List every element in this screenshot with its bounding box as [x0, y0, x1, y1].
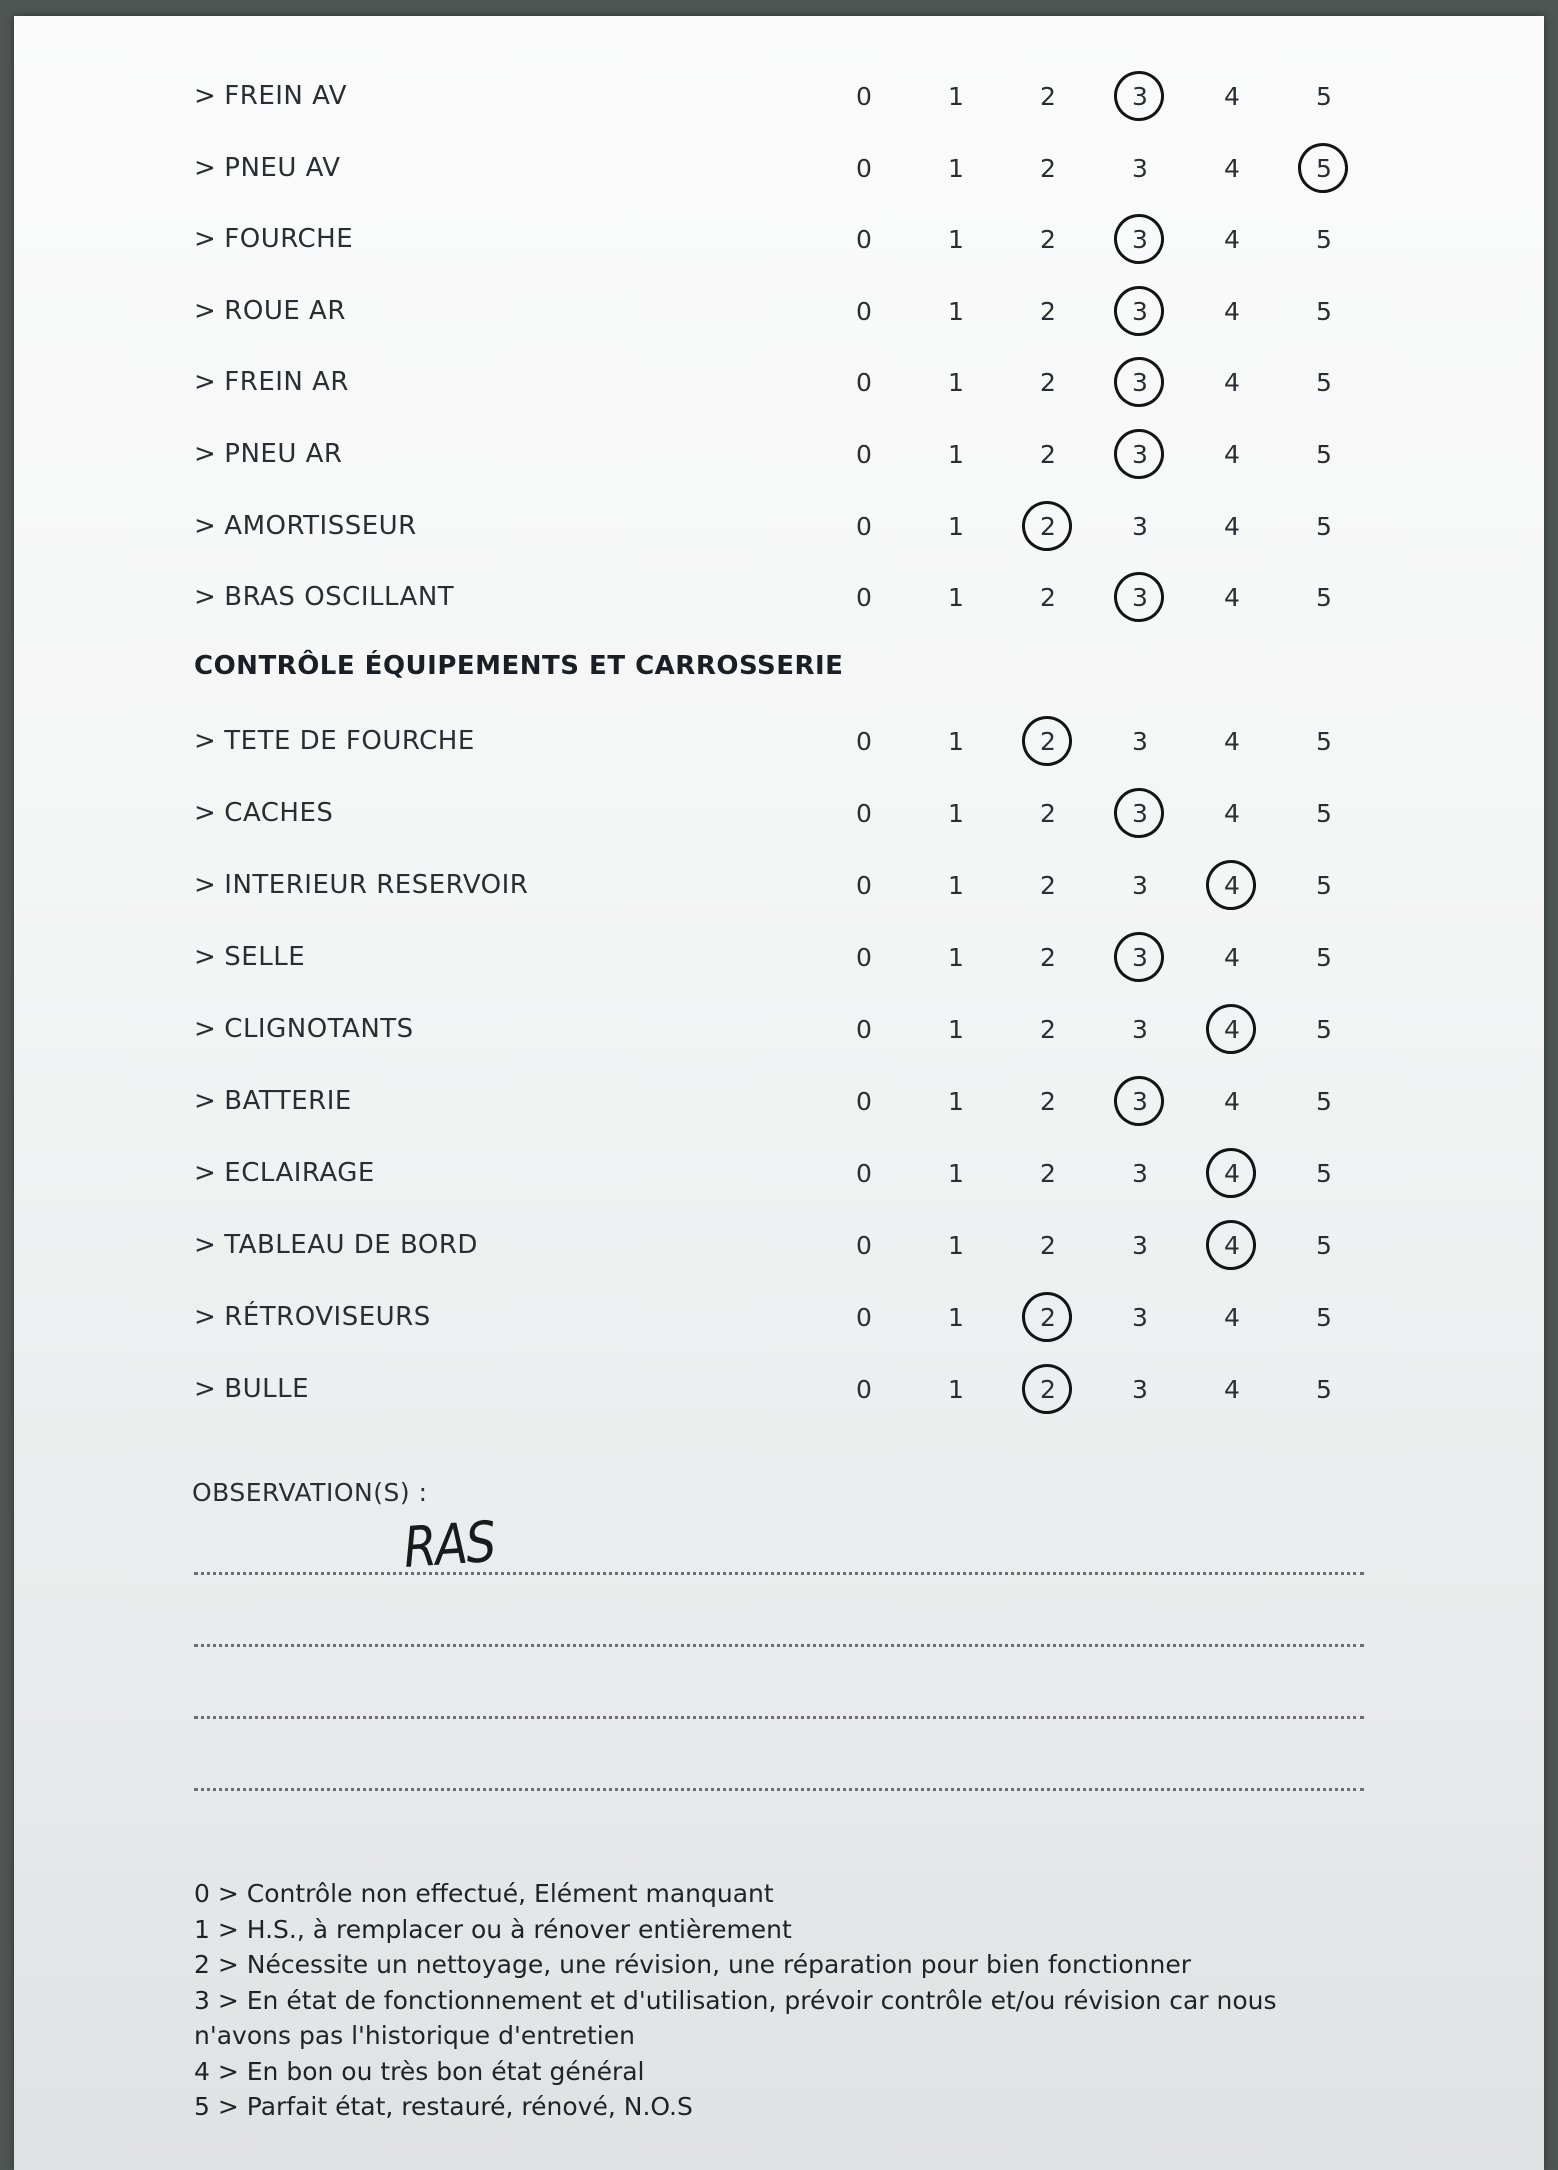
rating-option[interactable]: 2: [1040, 799, 1056, 828]
observation-line[interactable]: [194, 1644, 1364, 1647]
rating-option[interactable]: 5: [1316, 1375, 1332, 1404]
arrow-marker: >: [194, 510, 217, 541]
rating-item-name: SELLE: [224, 942, 306, 972]
rating-option-selected[interactable]: 2: [1020, 722, 1076, 762]
rating-row: [14, 435, 1544, 475]
rating-option[interactable]: 5: [1316, 1087, 1332, 1116]
legend-item: 0 > Contrôle non effectué, Elément manquant: [194, 1879, 774, 1908]
rating-option[interactable]: 4: [1224, 583, 1240, 613]
observation-line[interactable]: [194, 1788, 1364, 1791]
rating-option[interactable]: 3: [1132, 1375, 1148, 1404]
rating-option-selected[interactable]: 5: [1296, 149, 1352, 189]
rating-option[interactable]: 5: [1316, 225, 1332, 255]
rating-option[interactable]: 4: [1224, 1303, 1240, 1332]
rating-option[interactable]: 4: [1224, 153, 1240, 183]
rating-item-name: INTERIEUR RESERVOIR: [224, 870, 529, 900]
rating-row-label: [194, 296, 346, 326]
rating-option[interactable]: 3: [1132, 1159, 1148, 1188]
rating-option[interactable]: 4: [1224, 82, 1240, 111]
rating-option[interactable]: 3: [1132, 727, 1148, 756]
rating-option[interactable]: 2: [1040, 1231, 1056, 1260]
rating-option[interactable]: 1: [948, 1015, 964, 1044]
rating-option[interactable]: 2: [1040, 943, 1056, 972]
arrow-marker: >: [194, 942, 217, 972]
rating-item-name: FREIN AR: [224, 367, 349, 398]
rating-row: [14, 1370, 1544, 1410]
rating-item-name: PNEU AV: [224, 152, 341, 183]
rating-row-label: [194, 798, 333, 828]
legend-item: 3 > En état de fonctionnement et d'utilisation, prévoir contrôle et/ou révision car nous n'avons pas l'historique d'entretien: [194, 1985, 1277, 2050]
observations-label: OBSERVATION(S) :: [192, 1478, 428, 1507]
rating-option[interactable]: 3: [1132, 511, 1148, 541]
rating-option[interactable]: 1: [948, 296, 964, 326]
rating-item-name: BATTERIE: [224, 1086, 352, 1116]
rating-row-label: [194, 367, 349, 397]
rating-option[interactable]: 0: [856, 1159, 872, 1188]
rating-option[interactable]: 0: [856, 1375, 872, 1404]
rating-row-label: [194, 726, 475, 756]
rating-option[interactable]: 1: [948, 368, 964, 398]
rating-option-selected[interactable]: 4: [1204, 1154, 1260, 1194]
rating-option[interactable]: 5: [1316, 511, 1332, 541]
rating-item-name: BULLE: [224, 1374, 310, 1404]
rating-row: [14, 578, 1544, 618]
rating-option[interactable]: 1: [948, 799, 964, 828]
rating-option[interactable]: 1: [948, 727, 964, 756]
rating-option[interactable]: 5: [1316, 1231, 1332, 1260]
rating-row: [14, 1226, 1544, 1266]
rating-item-name: TABLEAU DE BORD: [224, 1230, 478, 1260]
rating-option[interactable]: 1: [948, 1375, 964, 1404]
rating-option-selected[interactable]: 2: [1020, 1370, 1076, 1410]
rating-option[interactable]: 0: [856, 440, 872, 469]
observations-handwritten: RAS: [401, 1509, 497, 1581]
rating-option[interactable]: 1: [948, 583, 964, 613]
rating-option[interactable]: 1: [948, 871, 964, 900]
rating-option[interactable]: 2: [1040, 871, 1056, 900]
rating-row: [14, 794, 1544, 834]
rating-option[interactable]: 0: [856, 153, 872, 183]
rating-row-label: [194, 153, 341, 183]
rating-option[interactable]: 0: [856, 82, 872, 111]
rating-row: [14, 77, 1544, 117]
rating-option[interactable]: 5: [1316, 583, 1332, 613]
rating-option[interactable]: 0: [856, 583, 872, 613]
legend-item: 2 > Nécessite un nettoyage, une révision, une réparation pour bien fonctionner: [194, 1950, 1192, 1979]
rating-item-name: PNEU AR: [224, 439, 343, 469]
rating-option[interactable]: 5: [1316, 943, 1332, 972]
arrow-marker: >: [194, 1014, 217, 1044]
rating-option[interactable]: 5: [1316, 1159, 1332, 1188]
rating-option[interactable]: 5: [1316, 440, 1332, 469]
rating-option-selected[interactable]: 2: [1020, 507, 1076, 547]
observation-line[interactable]: [194, 1572, 1364, 1575]
rating-option-selected[interactable]: 4: [1204, 1226, 1260, 1266]
rating-option[interactable]: 3: [1132, 1231, 1148, 1260]
legend-item: 1 > H.S., à remplacer ou à rénover entièrement: [194, 1914, 792, 1944]
rating-row: [14, 507, 1544, 547]
rating-option[interactable]: 2: [1040, 1015, 1056, 1044]
rating-option[interactable]: 5: [1316, 1303, 1332, 1332]
rating-option[interactable]: 4: [1224, 368, 1240, 398]
arrow-marker: >: [194, 152, 217, 183]
legend: [194, 1876, 1344, 2125]
rating-row-label: [194, 511, 417, 541]
rating-option[interactable]: 0: [856, 511, 872, 541]
rating-option[interactable]: 4: [1224, 1375, 1240, 1404]
rating-row: [14, 722, 1544, 762]
rating-row-label: [194, 1230, 478, 1260]
rating-option[interactable]: 5: [1316, 799, 1332, 828]
rating-option[interactable]: 1: [948, 225, 964, 255]
inspection-sheet: [14, 16, 1544, 2170]
rating-row-label: [194, 582, 454, 612]
rating-item-name: BRAS OSCILLANT: [224, 582, 455, 613]
rating-option[interactable]: 5: [1316, 296, 1332, 326]
arrow-marker: >: [194, 1158, 217, 1188]
rating-option[interactable]: 4: [1224, 225, 1240, 255]
rating-option[interactable]: 2: [1040, 1087, 1056, 1116]
rating-option[interactable]: 0: [856, 1231, 872, 1260]
rating-option[interactable]: 1: [948, 82, 964, 111]
rating-option[interactable]: 0: [856, 368, 872, 398]
rating-option[interactable]: 2: [1040, 296, 1056, 326]
rating-row: [14, 149, 1544, 189]
legend-item: 4 > En bon ou très bon état général: [194, 2056, 645, 2086]
rating-item-name: TETE DE FOURCHE: [224, 726, 475, 756]
rating-option[interactable]: 0: [856, 1015, 872, 1044]
rating-option[interactable]: 0: [856, 296, 872, 326]
rating-option-selected[interactable]: 3: [1112, 435, 1168, 475]
rating-option[interactable]: 0: [856, 225, 872, 255]
rating-option[interactable]: 0: [856, 1303, 872, 1332]
rating-option[interactable]: 0: [856, 871, 872, 900]
rating-option-selected[interactable]: 3: [1112, 1082, 1168, 1122]
rating-row-label: [194, 1302, 431, 1332]
arrow-marker: >: [194, 1302, 217, 1332]
rating-option[interactable]: 4: [1224, 511, 1240, 541]
rating-option-selected[interactable]: 3: [1112, 77, 1168, 117]
rating-option[interactable]: 1: [948, 511, 964, 541]
rating-row: [14, 938, 1544, 978]
arrow-marker: >: [194, 582, 217, 613]
rating-option[interactable]: 5: [1316, 368, 1332, 398]
arrow-marker: >: [194, 726, 217, 756]
rating-row: [14, 1010, 1544, 1050]
rating-option[interactable]: 1: [948, 1087, 964, 1116]
rating-option[interactable]: 4: [1224, 727, 1240, 756]
rating-option[interactable]: 1: [948, 1159, 964, 1188]
rating-option[interactable]: 2: [1040, 368, 1056, 398]
rating-option[interactable]: 4: [1224, 943, 1240, 972]
rating-option[interactable]: 4: [1224, 296, 1240, 326]
rating-option[interactable]: 4: [1224, 440, 1240, 469]
rating-option[interactable]: 3: [1132, 1015, 1148, 1044]
rating-option[interactable]: 2: [1040, 153, 1056, 183]
rating-option[interactable]: 2: [1040, 440, 1056, 469]
rating-item-name: AMORTISSEUR: [224, 510, 417, 541]
rating-option-selected[interactable]: 3: [1112, 363, 1168, 403]
arrow-marker: >: [194, 870, 217, 900]
rating-option[interactable]: 5: [1316, 871, 1332, 900]
rating-row-label: [194, 439, 343, 469]
rating-item-name: ROUE AR: [224, 295, 346, 326]
rating-option-selected[interactable]: 2: [1020, 1298, 1076, 1338]
rating-option[interactable]: 5: [1316, 1015, 1332, 1044]
rating-option[interactable]: 3: [1132, 871, 1148, 900]
arrow-marker: >: [194, 367, 217, 398]
rating-option[interactable]: 2: [1040, 583, 1056, 613]
rating-row: [14, 866, 1544, 906]
rating-row-label: [194, 1374, 309, 1404]
rating-item-name: FREIN AV: [224, 81, 348, 111]
rating-item-name: ECLAIRAGE: [224, 1158, 375, 1188]
rating-row-label: [194, 224, 353, 254]
rating-row-label: [194, 1158, 375, 1188]
rating-row-label: [194, 942, 305, 972]
rating-row: [14, 1154, 1544, 1194]
rating-row: [14, 292, 1544, 332]
arrow-marker: >: [194, 224, 217, 255]
rating-row: [14, 220, 1544, 260]
rating-option-selected[interactable]: 3: [1112, 794, 1168, 834]
rating-option[interactable]: 3: [1132, 153, 1148, 183]
arrow-marker: >: [194, 1086, 217, 1116]
rating-option[interactable]: 1: [948, 1303, 964, 1332]
rating-option[interactable]: 2: [1040, 1159, 1056, 1188]
observation-line[interactable]: [194, 1716, 1364, 1719]
rating-option[interactable]: 3: [1132, 1303, 1148, 1332]
rating-option-selected[interactable]: 3: [1112, 292, 1168, 332]
rating-option-selected[interactable]: 4: [1204, 1010, 1260, 1050]
arrow-marker: >: [194, 1374, 217, 1404]
rating-option[interactable]: 1: [948, 440, 964, 469]
rating-option[interactable]: 2: [1040, 82, 1056, 111]
rating-item-name: CLIGNOTANTS: [224, 1014, 414, 1044]
rating-item-name: RÉTROVISEURS: [224, 1302, 431, 1332]
rating-option[interactable]: 5: [1316, 82, 1332, 111]
rating-option[interactable]: 1: [948, 153, 964, 183]
rating-option[interactable]: 1: [948, 943, 964, 972]
rating-row-label: [194, 81, 347, 111]
rating-option[interactable]: 0: [856, 943, 872, 972]
arrow-marker: >: [194, 81, 217, 111]
rating-option[interactable]: 0: [856, 727, 872, 756]
rating-option[interactable]: 4: [1224, 799, 1240, 828]
rating-option[interactable]: 4: [1224, 1087, 1240, 1116]
rating-option-selected[interactable]: 3: [1112, 578, 1168, 618]
rating-option-selected[interactable]: 3: [1112, 938, 1168, 978]
rating-row: [14, 1298, 1544, 1338]
rating-row: [14, 363, 1544, 403]
rating-row: [14, 1082, 1544, 1122]
rating-row-label: [194, 1086, 352, 1116]
rating-option-selected[interactable]: 4: [1204, 866, 1260, 906]
arrow-marker: >: [194, 1230, 217, 1260]
arrow-marker: >: [194, 439, 217, 469]
section-title: CONTRÔLE ÉQUIPEMENTS ET CARROSSERIE: [194, 651, 844, 681]
rating-option[interactable]: 5: [1316, 727, 1332, 756]
rating-row-label: [194, 1014, 414, 1044]
rating-option[interactable]: 2: [1040, 225, 1056, 255]
rating-row-label: [194, 870, 528, 900]
arrow-marker: >: [194, 798, 217, 828]
rating-option[interactable]: 1: [948, 1231, 964, 1260]
rating-item-name: CACHES: [224, 798, 334, 828]
rating-item-name: FOURCHE: [224, 224, 354, 255]
rating-option-selected[interactable]: 3: [1112, 220, 1168, 260]
rating-option[interactable]: 0: [856, 1087, 872, 1116]
rating-option[interactable]: 0: [856, 799, 872, 828]
arrow-marker: >: [194, 295, 217, 326]
legend-item: 5 > Parfait état, restauré, rénové, N.O.S: [194, 2092, 693, 2121]
